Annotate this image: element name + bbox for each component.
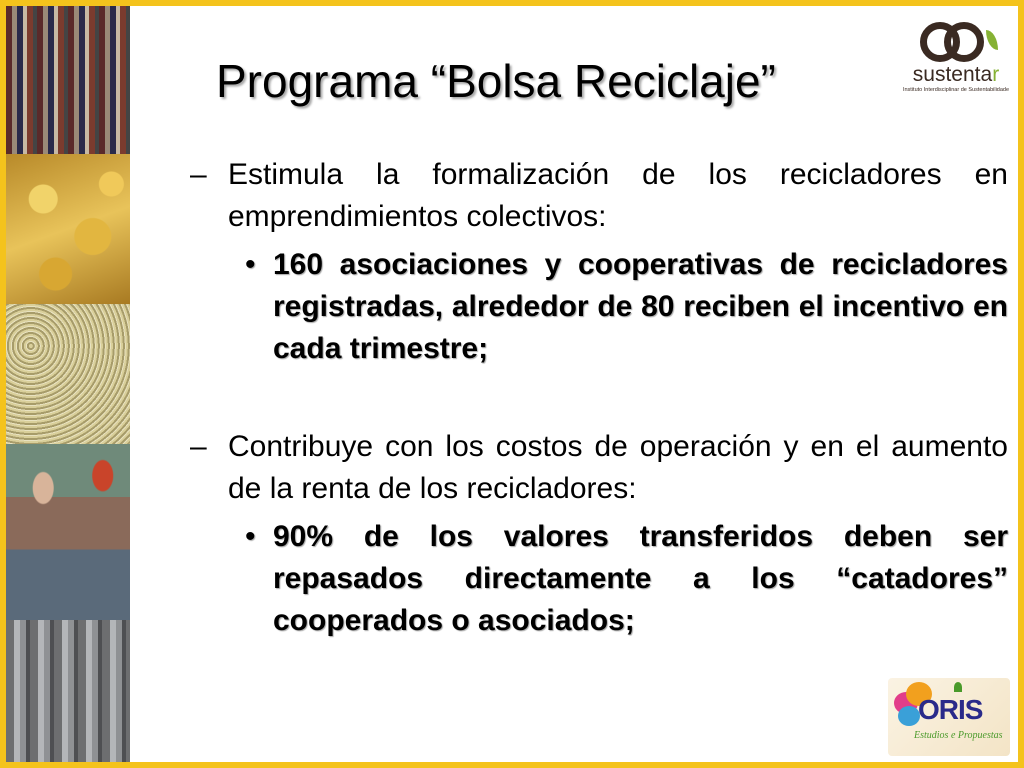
point-2-subpoint-text: 90% de los valores transferidos deben ser repasados directamente a los “catadores” cooperados o asociados; — [273, 520, 1008, 637]
sustentar-rings-icon — [900, 20, 1012, 64]
point-2-text: Contribuye con los costos de operación y en el aumento de la renta de los recicladores: — [228, 430, 1008, 505]
photo-shredded-material — [6, 304, 130, 444]
slide-content — [190, 154, 1008, 642]
point-2-subpoint — [245, 516, 1008, 642]
leaf-icon — [986, 30, 998, 50]
sustentar-wordmark: sustentar — [912, 63, 1000, 86]
dash-marker: – — [190, 158, 207, 191]
speech-bubble-icon — [898, 706, 920, 726]
tree-icon — [954, 682, 962, 692]
oris-wordmark: ORIS — [918, 694, 983, 725]
sustentar-subtitle: Instituto Interdisciplinar de Sustentabilidade — [902, 87, 1010, 93]
point-1-text: Estimula la formalización de los recicladores en emprendimientos colectivos: — [228, 158, 1008, 233]
oris-subtitle: Estudios e Propuestas — [914, 730, 1003, 741]
bullet-marker: • — [245, 520, 256, 553]
point-1-subpoint — [245, 244, 1008, 370]
sustentar-logo — [900, 20, 1012, 106]
point-1 — [190, 154, 1008, 238]
photo-recycled-clothes — [6, 6, 130, 154]
oris-logo — [888, 678, 1010, 756]
photo-strip — [6, 6, 130, 762]
slide-title: Programa “Bolsa Reciclaje” — [216, 55, 776, 107]
photo-metal-pipes — [6, 620, 130, 762]
bullet-marker: • — [245, 248, 256, 281]
point-2 — [190, 426, 1008, 510]
point-1-subpoint-text: 160 asociaciones y cooperativas de recicladores registradas, alrededor de 80 reciben el incentivo en cada trimestre; — [273, 248, 1008, 365]
photo-yellow-plastics — [6, 154, 130, 304]
photo-recyclers-working — [6, 444, 130, 620]
dash-marker: – — [190, 430, 207, 463]
